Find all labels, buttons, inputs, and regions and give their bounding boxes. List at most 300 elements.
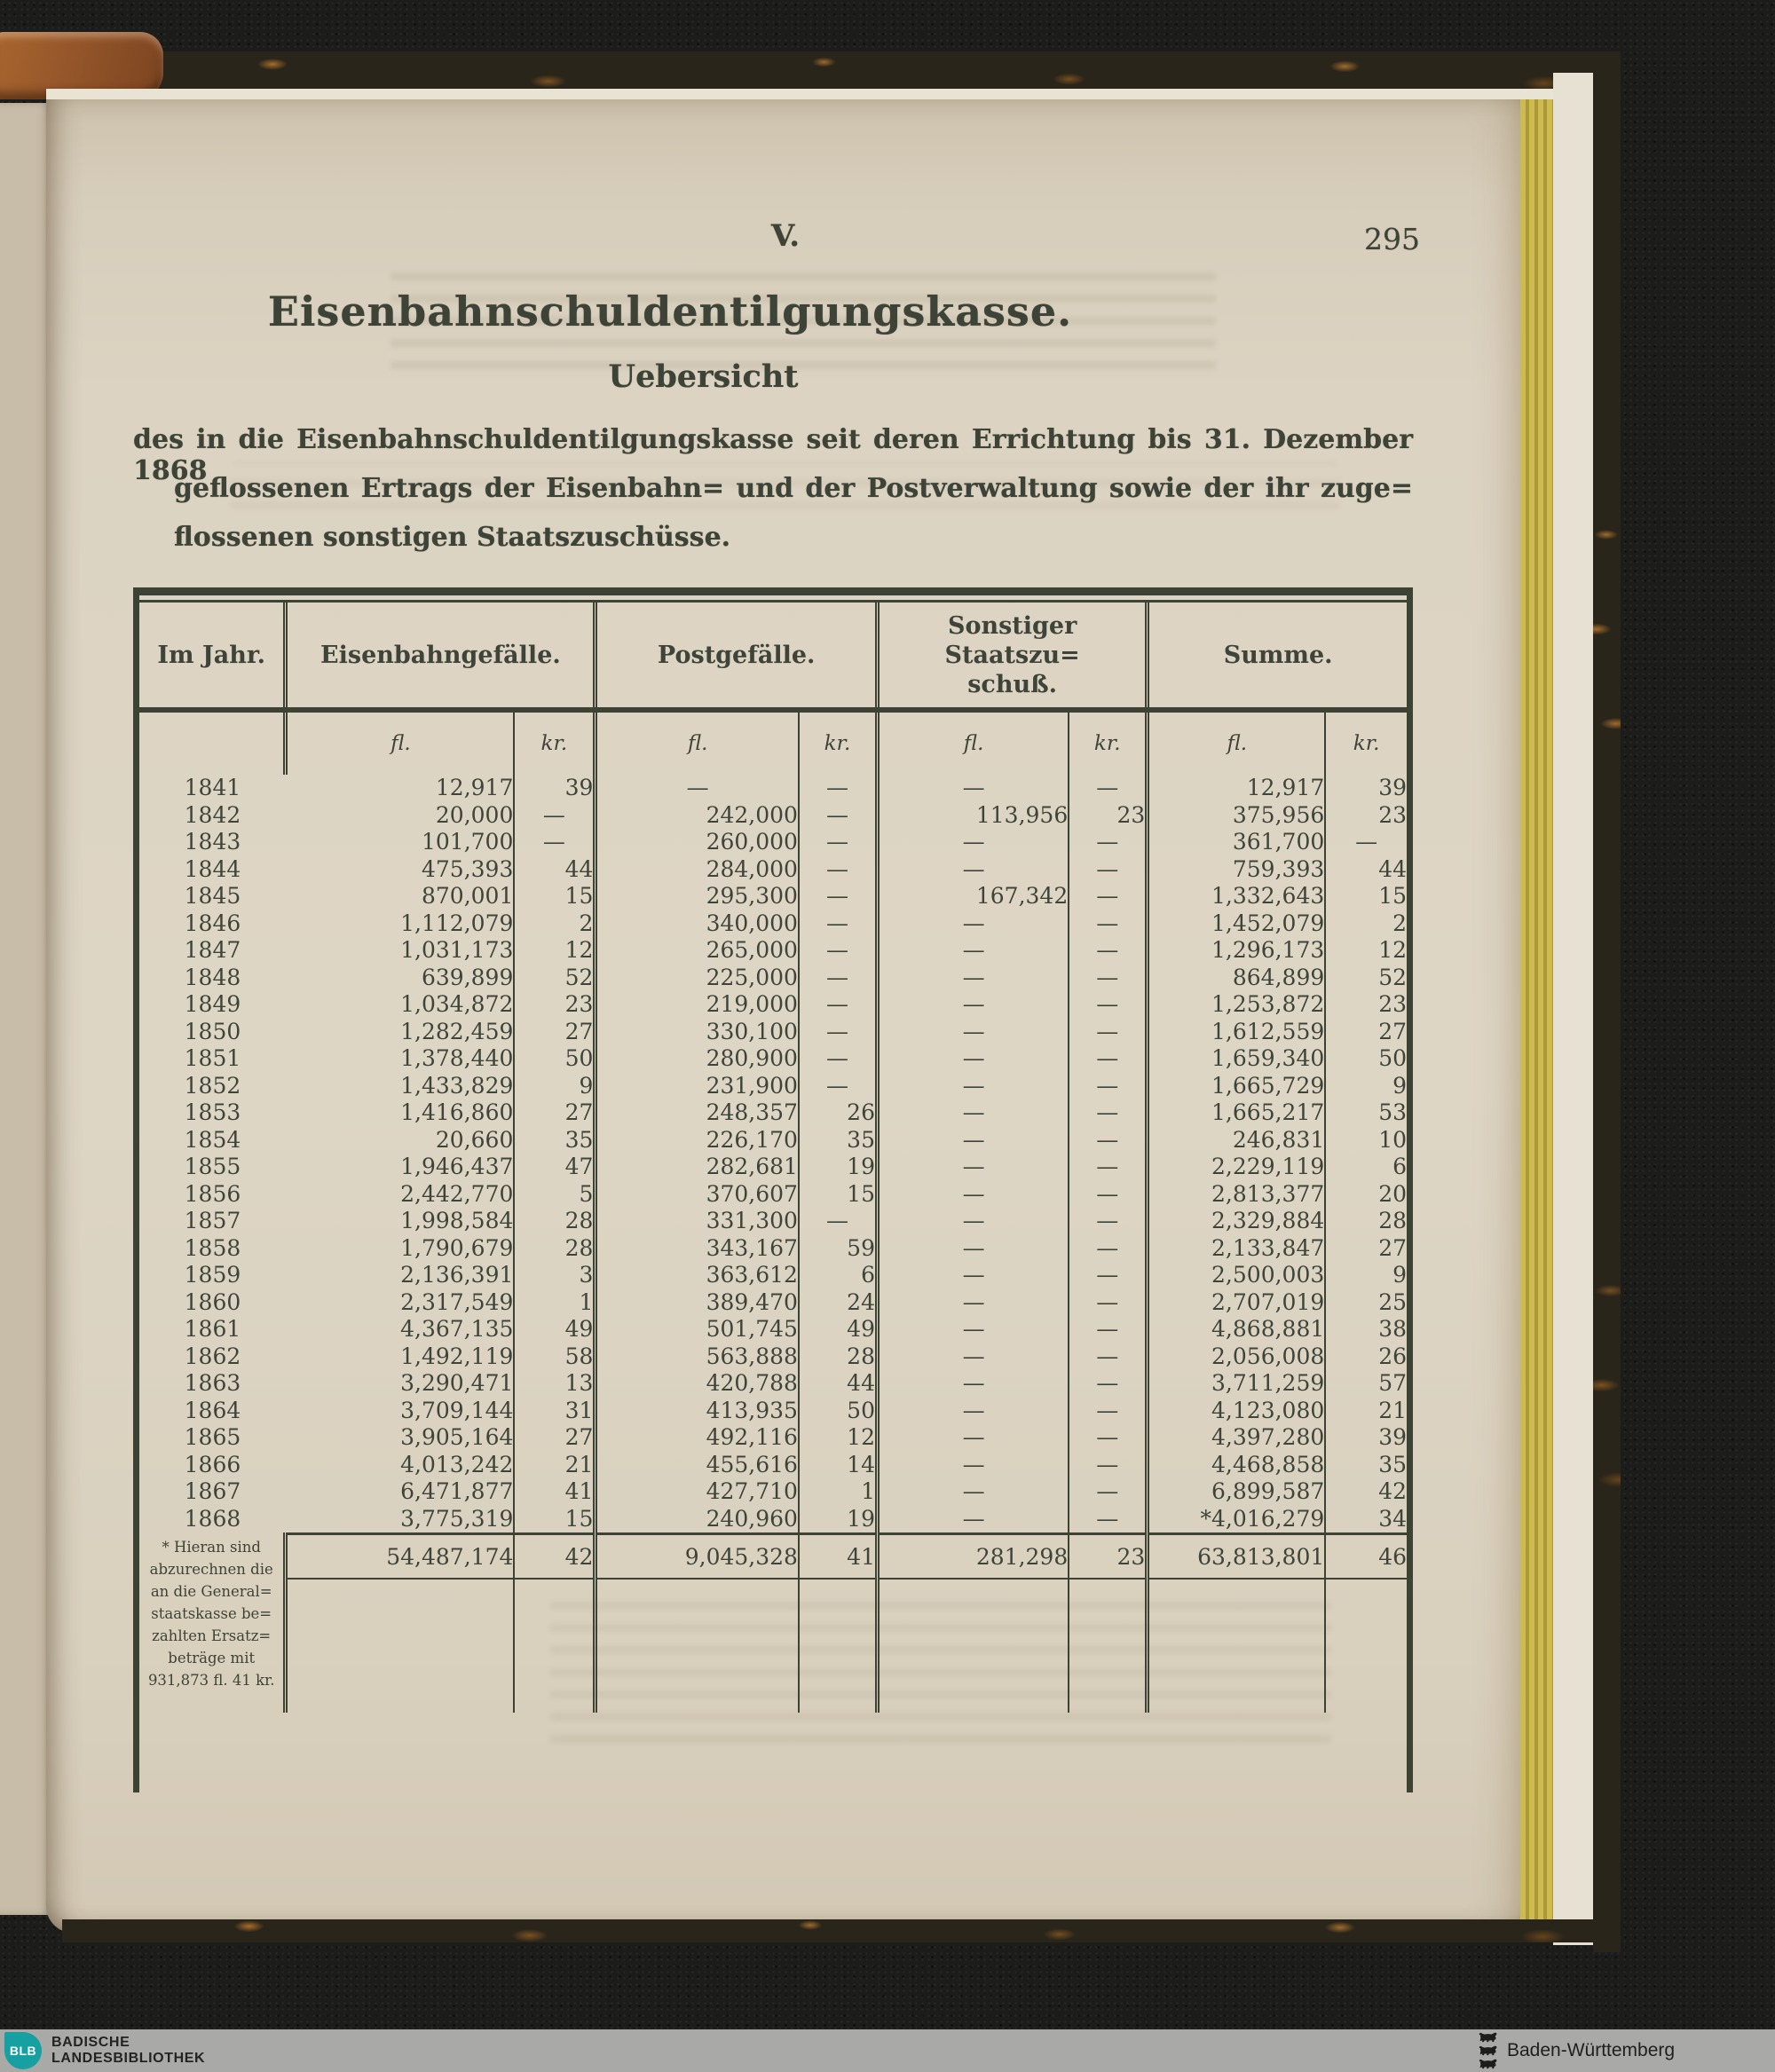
value-cell: 4,868,881 bbox=[1148, 1316, 1325, 1343]
value-cell: 24 bbox=[799, 1289, 878, 1317]
total-rail-kr: 42 bbox=[514, 1534, 596, 1580]
value-cell: 2,442,770 bbox=[286, 1181, 514, 1209]
value-cell: 2,136,391 bbox=[286, 1262, 514, 1289]
value-cell: 1,253,872 bbox=[1148, 991, 1325, 1019]
value-cell: — bbox=[1069, 883, 1148, 910]
value-cell: — bbox=[799, 991, 878, 1019]
blb-logo bbox=[4, 2032, 42, 2069]
value-cell: — bbox=[877, 1398, 1069, 1425]
table-row bbox=[139, 1343, 1407, 1371]
value-cell: 240,960 bbox=[596, 1506, 799, 1534]
year-cell: 1847 bbox=[184, 937, 241, 963]
year-cell: 1850 bbox=[184, 1018, 241, 1044]
value-cell: 759,393 bbox=[1148, 856, 1325, 884]
value-cell: 27 bbox=[514, 1019, 596, 1046]
value-cell: — bbox=[1069, 1019, 1148, 1046]
value-cell: 39 bbox=[1378, 1424, 1407, 1450]
value-cell: — bbox=[877, 1506, 1069, 1534]
year-cell: 1860 bbox=[184, 1288, 241, 1315]
footnote-line: beträge mit bbox=[168, 1649, 256, 1666]
value-cell: 1,946,437 bbox=[286, 1154, 514, 1181]
value-cell: 248,357 bbox=[596, 1099, 799, 1127]
value-cell: 31 bbox=[514, 1398, 596, 1425]
value-cell: 34 bbox=[1378, 1505, 1407, 1532]
value-cell: — bbox=[1069, 1235, 1148, 1263]
year-cell: 1849 bbox=[184, 991, 241, 1017]
footnote-line: staatskasse be= bbox=[151, 1604, 272, 1622]
value-cell: 501,745 bbox=[596, 1316, 799, 1343]
value-cell: — bbox=[1069, 965, 1148, 992]
total-state-fl: 281,298 bbox=[877, 1534, 1069, 1580]
table-row bbox=[139, 1019, 1407, 1046]
library-name bbox=[51, 2035, 205, 2067]
value-cell: 3 bbox=[514, 1262, 596, 1289]
value-cell: 870,001 bbox=[286, 883, 514, 910]
value-cell: — bbox=[1069, 1154, 1148, 1181]
endpaper-edge bbox=[1553, 73, 1593, 1945]
unit-kr: kr. bbox=[1069, 710, 1148, 775]
year-cell: 1863 bbox=[184, 1370, 241, 1396]
page-number: 295 bbox=[1364, 222, 1420, 256]
book-board-bottom-marbled-edge bbox=[62, 1919, 1621, 1942]
value-cell: — bbox=[1069, 1343, 1148, 1371]
intro-line-3: flossenen sonstigen Staatszuschüsse. bbox=[174, 522, 731, 553]
value-cell: 27 bbox=[1378, 1234, 1407, 1261]
table-row bbox=[139, 1045, 1407, 1073]
value-cell: 284,000 bbox=[596, 856, 799, 884]
year-cell: 1845 bbox=[184, 883, 241, 909]
value-cell: 3,905,164 bbox=[286, 1424, 514, 1452]
library-name-line1: BADISCHE bbox=[51, 2035, 130, 2050]
value-cell: 343,167 bbox=[596, 1235, 799, 1263]
value-cell: — bbox=[1069, 1316, 1148, 1343]
value-cell: 1,031,173 bbox=[286, 937, 514, 965]
value-cell: 39 bbox=[1378, 775, 1407, 800]
value-cell: — bbox=[1069, 1452, 1148, 1479]
year-cell: 1844 bbox=[184, 855, 241, 882]
total-state-kr: 23 bbox=[1069, 1534, 1148, 1580]
year-cell: 1853 bbox=[184, 1099, 241, 1125]
lion-icon bbox=[1477, 2059, 1500, 2069]
value-cell: 1,612,559 bbox=[1148, 1019, 1325, 1046]
table-row bbox=[139, 1370, 1407, 1398]
lion-icon bbox=[1477, 2045, 1500, 2056]
value-cell: 38 bbox=[1378, 1316, 1407, 1342]
value-cell: 12,917 bbox=[286, 775, 514, 802]
value-cell: — bbox=[877, 1424, 1069, 1452]
value-cell: 219,000 bbox=[596, 991, 799, 1019]
value-cell: — bbox=[799, 829, 878, 856]
value-cell: — bbox=[799, 883, 878, 910]
value-cell: 9 bbox=[514, 1073, 596, 1100]
value-cell: — bbox=[1069, 1424, 1148, 1452]
value-cell: 2,329,884 bbox=[1148, 1208, 1325, 1235]
value-cell: — bbox=[1069, 775, 1148, 802]
value-cell: — bbox=[799, 910, 878, 938]
year-cell: 1856 bbox=[184, 1180, 241, 1207]
adjacent-page-gutter bbox=[0, 103, 53, 1915]
value-cell: 1,665,729 bbox=[1148, 1073, 1325, 1100]
table-row bbox=[139, 1452, 1407, 1479]
value-cell: 295,300 bbox=[596, 883, 799, 910]
value-cell: — bbox=[1069, 1127, 1148, 1154]
intro-line-1: des in die Eisenbahnschuldentilgungskasse seit deren Errichtung bis 31. Dezember 1868 bbox=[133, 424, 1413, 486]
value-cell: 2,133,847 bbox=[1148, 1235, 1325, 1263]
value-cell: 28 bbox=[799, 1343, 878, 1371]
value-cell: — bbox=[877, 991, 1069, 1019]
value-cell: 44 bbox=[799, 1370, 878, 1398]
intro-line-2: geflossenen Ertrags der Eisenbahn= und der Postverwaltung sowie der ihr zuge= bbox=[174, 473, 1413, 504]
year-cell: 1841 bbox=[184, 775, 241, 800]
value-cell: — bbox=[1069, 1398, 1148, 1425]
value-cell: 27 bbox=[1378, 1018, 1407, 1044]
value-cell: 455,616 bbox=[596, 1452, 799, 1479]
value-cell: 50 bbox=[799, 1398, 878, 1425]
value-cell: 1,998,584 bbox=[286, 1208, 514, 1235]
value-cell: — bbox=[877, 910, 1069, 938]
value-cell: 41 bbox=[514, 1478, 596, 1506]
value-cell: 1,492,119 bbox=[286, 1343, 514, 1371]
value-cell: — bbox=[514, 829, 596, 856]
value-cell: 370,607 bbox=[596, 1181, 799, 1209]
value-cell: — bbox=[799, 1019, 878, 1046]
value-cell: 20,000 bbox=[286, 802, 514, 830]
value-cell: 413,935 bbox=[596, 1398, 799, 1425]
footnote-line: abzurechnen die bbox=[149, 1560, 273, 1578]
revenue-table bbox=[139, 603, 1407, 1713]
value-cell: 420,788 bbox=[596, 1370, 799, 1398]
table-row bbox=[139, 856, 1407, 884]
value-cell: 27 bbox=[514, 1099, 596, 1127]
table-row bbox=[139, 937, 1407, 965]
value-cell: — bbox=[1069, 1099, 1148, 1127]
unit-fl: fl. bbox=[877, 710, 1069, 775]
value-cell: 1,659,340 bbox=[1148, 1045, 1325, 1073]
value-cell: 3,775,319 bbox=[286, 1506, 514, 1534]
lion-icon bbox=[1477, 2032, 1500, 2043]
page-title: Eisenbahnschuldentilgungskasse. bbox=[267, 288, 1073, 335]
value-cell: 12 bbox=[1378, 937, 1407, 963]
data-table-frame bbox=[133, 587, 1413, 1792]
table-row bbox=[139, 802, 1407, 830]
table-row bbox=[139, 1099, 1407, 1127]
value-cell: — bbox=[877, 856, 1069, 884]
value-cell: 28 bbox=[514, 1208, 596, 1235]
value-cell: — bbox=[1069, 1045, 1148, 1073]
value-cell: — bbox=[877, 1452, 1069, 1479]
value-cell: — bbox=[877, 937, 1069, 965]
value-cell: 49 bbox=[514, 1316, 596, 1343]
value-cell: — bbox=[1069, 910, 1148, 938]
value-cell: 1,416,860 bbox=[286, 1099, 514, 1127]
value-cell: 19 bbox=[799, 1506, 878, 1534]
value-cell: 2,500,003 bbox=[1148, 1262, 1325, 1289]
value-cell: — bbox=[877, 1370, 1069, 1398]
value-cell: — bbox=[1069, 1506, 1148, 1534]
value-cell: 3,711,259 bbox=[1148, 1370, 1325, 1398]
value-cell: 12 bbox=[799, 1424, 878, 1452]
table-row bbox=[139, 1478, 1407, 1506]
value-cell: 4,397,280 bbox=[1148, 1424, 1325, 1452]
value-cell: 101,700 bbox=[286, 829, 514, 856]
value-cell: 9 bbox=[1392, 1072, 1407, 1099]
value-cell: — bbox=[877, 1127, 1069, 1154]
table-row bbox=[139, 1424, 1407, 1452]
unit-fl: fl. bbox=[286, 710, 514, 775]
value-cell: 5 bbox=[514, 1181, 596, 1209]
value-cell: 15 bbox=[1378, 883, 1407, 909]
value-cell: — bbox=[1069, 1370, 1148, 1398]
value-cell: 59 bbox=[799, 1235, 878, 1263]
table-row bbox=[139, 965, 1407, 992]
value-cell: 25 bbox=[1378, 1288, 1407, 1315]
value-cell: 20,660 bbox=[286, 1127, 514, 1154]
baden-wuerttemberg-coat-of-arms bbox=[1477, 2032, 1500, 2069]
value-cell: 427,710 bbox=[596, 1478, 799, 1506]
value-cell: 9 bbox=[1392, 1262, 1407, 1288]
header-state-subsidy-line2: schuß. bbox=[967, 670, 1058, 698]
value-cell: 23 bbox=[1378, 991, 1407, 1017]
table-row bbox=[139, 883, 1407, 910]
value-cell: — bbox=[1069, 1262, 1148, 1289]
value-cell: 246,831 bbox=[1148, 1127, 1325, 1154]
value-cell: 1,790,679 bbox=[286, 1235, 514, 1263]
value-cell: 42 bbox=[1378, 1478, 1407, 1504]
value-cell: 39 bbox=[514, 775, 596, 802]
value-cell: — bbox=[877, 1099, 1069, 1127]
year-cell: 1846 bbox=[184, 910, 241, 936]
value-cell: 53 bbox=[1378, 1099, 1407, 1125]
value-cell: 57 bbox=[1378, 1370, 1407, 1396]
value-cell: — bbox=[799, 775, 878, 802]
library-name-line2: LANDESBIBLIOTHEK bbox=[51, 2051, 206, 2066]
value-cell: — bbox=[877, 775, 1069, 802]
year-cell: 1867 bbox=[184, 1478, 241, 1504]
value-cell: 4,123,080 bbox=[1148, 1398, 1325, 1425]
value-cell: — bbox=[799, 1045, 878, 1073]
table-row bbox=[139, 1181, 1407, 1209]
table-filler-row bbox=[139, 1579, 1407, 1713]
year-cell: 1866 bbox=[184, 1451, 241, 1477]
table-row bbox=[139, 991, 1407, 1019]
value-cell: 1,282,459 bbox=[286, 1019, 514, 1046]
header-year: Im Jahr. bbox=[139, 603, 286, 710]
value-cell: 26 bbox=[799, 1099, 878, 1127]
value-cell: — bbox=[877, 965, 1069, 992]
table-body bbox=[139, 775, 1407, 1534]
value-cell: 363,612 bbox=[596, 1262, 799, 1289]
value-cell: 340,000 bbox=[596, 910, 799, 938]
value-cell: 242,000 bbox=[596, 802, 799, 830]
table-row bbox=[139, 1208, 1407, 1235]
value-cell: 260,000 bbox=[596, 829, 799, 856]
total-sum-kr: 46 bbox=[1325, 1534, 1407, 1580]
year-cell: 1852 bbox=[184, 1072, 241, 1099]
value-cell: 1,034,872 bbox=[286, 991, 514, 1019]
value-cell: 14 bbox=[799, 1452, 878, 1479]
value-cell: 12 bbox=[514, 937, 596, 965]
value-cell: 4,013,242 bbox=[286, 1452, 514, 1479]
value-cell: 50 bbox=[1378, 1045, 1407, 1071]
header-state-subsidy-line1: Sonstiger Staatszu= bbox=[944, 611, 1080, 669]
value-cell: 28 bbox=[1378, 1208, 1407, 1233]
year-cell: 1857 bbox=[184, 1208, 241, 1233]
value-cell: — bbox=[514, 802, 596, 830]
value-cell: — bbox=[1355, 829, 1378, 855]
footnote-line: an die General= bbox=[150, 1582, 272, 1600]
page-subtitle: Uebersicht bbox=[608, 358, 799, 395]
header-postal-revenue: Postgefälle. bbox=[596, 603, 878, 710]
table-row bbox=[139, 1398, 1407, 1425]
value-cell: 2,813,377 bbox=[1148, 1181, 1325, 1209]
value-cell: — bbox=[1069, 1478, 1148, 1506]
table-row bbox=[139, 1073, 1407, 1100]
blb-logo-text: BLB bbox=[9, 2044, 37, 2058]
value-cell: 280,900 bbox=[596, 1045, 799, 1073]
value-cell: — bbox=[799, 1073, 878, 1100]
value-cell: 12,917 bbox=[1148, 775, 1325, 802]
value-cell: 389,470 bbox=[596, 1289, 799, 1317]
value-cell: — bbox=[1069, 937, 1148, 965]
table-row bbox=[139, 775, 1407, 802]
value-cell: — bbox=[799, 802, 878, 830]
state-name: Baden-Württemberg bbox=[1507, 2040, 1676, 2060]
value-cell: 4,468,858 bbox=[1148, 1452, 1325, 1479]
value-cell: — bbox=[799, 937, 878, 965]
year-cell: 1862 bbox=[184, 1343, 241, 1369]
value-cell: — bbox=[799, 965, 878, 992]
value-cell: 331,300 bbox=[596, 1208, 799, 1235]
value-cell: 2,317,549 bbox=[286, 1289, 514, 1317]
value-cell: 282,681 bbox=[596, 1154, 799, 1181]
value-cell: 13 bbox=[514, 1370, 596, 1398]
value-cell: 1,433,829 bbox=[286, 1073, 514, 1100]
value-cell: 27 bbox=[514, 1424, 596, 1452]
table-header-groups bbox=[139, 603, 1407, 710]
table-row bbox=[139, 1154, 1407, 1181]
unit-fl: fl. bbox=[596, 710, 799, 775]
table-row bbox=[139, 1316, 1407, 1343]
value-cell: 864,899 bbox=[1148, 965, 1325, 992]
value-cell: — bbox=[877, 1019, 1069, 1046]
value-cell: — bbox=[877, 1478, 1069, 1506]
value-cell: 6 bbox=[1392, 1154, 1407, 1179]
total-post-kr: 41 bbox=[799, 1534, 878, 1580]
value-cell: 26 bbox=[1378, 1343, 1407, 1369]
value-cell: 52 bbox=[514, 965, 596, 992]
section-numeral: V. bbox=[770, 218, 801, 254]
value-cell: — bbox=[799, 856, 878, 884]
table-row bbox=[139, 1289, 1407, 1317]
value-cell: 28 bbox=[514, 1235, 596, 1263]
year-cell: 1848 bbox=[184, 964, 241, 990]
unit-blank bbox=[139, 710, 286, 775]
value-cell: 20 bbox=[1378, 1180, 1407, 1207]
unit-kr: kr. bbox=[514, 710, 596, 775]
year-cell: 1854 bbox=[184, 1126, 241, 1153]
value-cell: 35 bbox=[1378, 1451, 1407, 1477]
value-cell: 265,000 bbox=[596, 937, 799, 965]
year-cell: 1842 bbox=[184, 801, 241, 828]
value-cell: 6,899,587 bbox=[1148, 1478, 1325, 1506]
year-cell: 1861 bbox=[184, 1316, 241, 1342]
value-cell: 1,452,079 bbox=[1148, 910, 1325, 938]
value-cell: 15 bbox=[799, 1181, 878, 1209]
value-cell: 113,956 bbox=[877, 802, 1069, 830]
book-board-top-marbled-edge bbox=[89, 51, 1621, 94]
value-cell: 361,700 bbox=[1148, 829, 1325, 856]
header-railway-revenue: Eisenbahngefälle. bbox=[286, 603, 596, 710]
value-cell: 6 bbox=[799, 1262, 878, 1289]
totals-row bbox=[139, 1534, 1407, 1580]
page-block-gilt-edge bbox=[1520, 99, 1553, 1924]
value-cell: 231,900 bbox=[596, 1073, 799, 1100]
value-cell: 475,393 bbox=[286, 856, 514, 884]
value-cell: 21 bbox=[1378, 1397, 1407, 1423]
value-cell: 23 bbox=[1378, 801, 1407, 828]
year-cell: 1864 bbox=[184, 1397, 241, 1423]
total-rail-fl: 54,487,174 bbox=[286, 1534, 514, 1580]
value-cell: *4,016,279 bbox=[1148, 1506, 1325, 1534]
value-cell: 49 bbox=[799, 1316, 878, 1343]
value-cell: 492,116 bbox=[596, 1424, 799, 1452]
value-cell: 226,170 bbox=[596, 1127, 799, 1154]
value-cell: 3,290,471 bbox=[286, 1370, 514, 1398]
value-cell: — bbox=[877, 1045, 1069, 1073]
value-cell: — bbox=[877, 1235, 1069, 1263]
value-cell: — bbox=[1069, 856, 1148, 884]
table-row bbox=[139, 829, 1407, 856]
value-cell: 15 bbox=[514, 883, 596, 910]
total-post-fl: 9,045,328 bbox=[596, 1534, 799, 1580]
value-cell: — bbox=[877, 829, 1069, 856]
value-cell: 1,332,643 bbox=[1148, 883, 1325, 910]
table-row bbox=[139, 1506, 1407, 1534]
value-cell: 23 bbox=[514, 991, 596, 1019]
value-cell: 2 bbox=[514, 910, 596, 938]
value-cell: 1 bbox=[514, 1289, 596, 1317]
value-cell: — bbox=[1069, 1208, 1148, 1235]
value-cell: — bbox=[877, 1208, 1069, 1235]
table-row bbox=[139, 910, 1407, 938]
value-cell: — bbox=[1069, 1073, 1148, 1100]
value-cell: — bbox=[1069, 829, 1148, 856]
value-cell: 15 bbox=[514, 1506, 596, 1534]
value-cell: 225,000 bbox=[596, 965, 799, 992]
total-sum-fl: 63,813,801 bbox=[1148, 1534, 1325, 1580]
value-cell: 3,709,144 bbox=[286, 1398, 514, 1425]
value-cell: 4,367,135 bbox=[286, 1316, 514, 1343]
value-cell: — bbox=[877, 1262, 1069, 1289]
year-cell: 1858 bbox=[184, 1234, 241, 1261]
header-sum: Summe. bbox=[1148, 603, 1407, 710]
year-cell: 1865 bbox=[184, 1424, 241, 1450]
value-cell: 35 bbox=[514, 1127, 596, 1154]
value-cell: 52 bbox=[1378, 964, 1407, 990]
value-cell: — bbox=[1069, 991, 1148, 1019]
value-cell: 1,378,440 bbox=[286, 1045, 514, 1073]
value-cell: 2 bbox=[1392, 910, 1407, 936]
value-cell: 167,342 bbox=[877, 883, 1069, 910]
value-cell: — bbox=[1069, 1181, 1148, 1209]
value-cell: 563,888 bbox=[596, 1343, 799, 1371]
table-row bbox=[139, 1235, 1407, 1263]
value-cell: — bbox=[877, 1316, 1069, 1343]
unit-kr: kr. bbox=[1353, 732, 1380, 755]
value-cell: 6,471,877 bbox=[286, 1478, 514, 1506]
unit-fl: fl. bbox=[1148, 710, 1325, 775]
value-cell: — bbox=[799, 1208, 878, 1235]
